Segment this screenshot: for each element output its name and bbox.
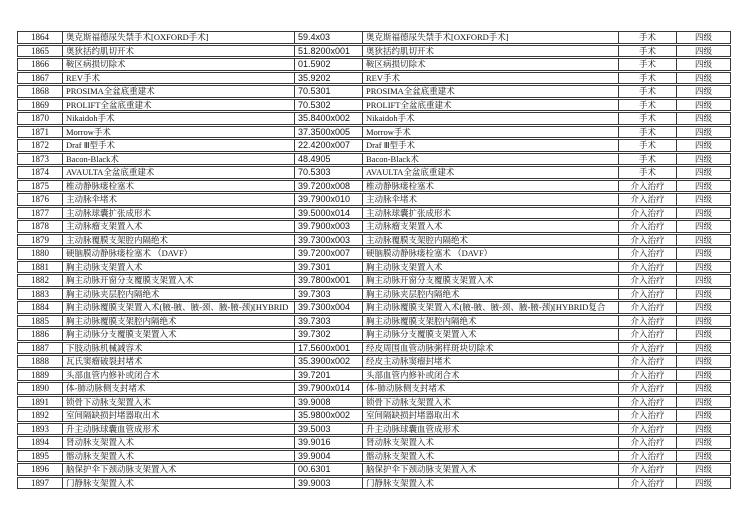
procedure-name-secondary-cell: 主动脉伞堵术 [362, 193, 618, 206]
level-cell: 四级 [676, 369, 731, 382]
table-row [17, 328, 731, 341]
procedure-name-cell: 主动脉覆膜支架腔内隔绝术 [62, 234, 294, 247]
level-cell: 四级 [676, 450, 731, 463]
procedure-name-cell: 室间隔缺损封堵器取出术 [62, 409, 294, 422]
level-cell: 四级 [676, 45, 731, 58]
procedure-name-cell: 鞍区病损切除术 [62, 58, 294, 71]
procedure-code-cell: 39.7303 [294, 288, 362, 301]
table-row [17, 355, 731, 368]
procedure-code-cell: 39.5000x014 [294, 207, 362, 220]
category-cell: 手术 [618, 153, 676, 166]
procedure-name-secondary-cell: 胸主动脉夹层腔内隔绝术 [362, 288, 618, 301]
procedure-name-cell: 胸主动脉分支覆膜支架置入术 [62, 328, 294, 341]
table-row [17, 369, 731, 382]
procedure-name-cell: 头部血管内修补或闭合术 [62, 369, 294, 382]
procedure-code-cell: 39.9003 [294, 477, 362, 490]
row-number-cell: 1887 [17, 342, 62, 355]
level-cell: 四级 [676, 328, 731, 341]
procedure-name-secondary-cell: 体-肺动脉侧支封堵术 [362, 382, 618, 395]
table-row [17, 45, 731, 58]
procedure-name-cell: 瓦氏窦瘤破裂封堵术 [62, 355, 294, 368]
category-cell: 介入治疗 [618, 301, 676, 314]
row-number-cell: 1876 [17, 193, 62, 206]
category-cell: 介入治疗 [618, 193, 676, 206]
table-row [17, 450, 731, 463]
row-number-cell: 1893 [17, 423, 62, 436]
category-cell: 手术 [618, 31, 676, 44]
procedure-name-secondary-cell: 椎动静脉瘘栓塞术 [362, 180, 618, 193]
table-row [17, 463, 731, 476]
procedure-name-secondary-cell: PROLIFT全盆底重建术 [362, 99, 618, 112]
table-row [17, 153, 731, 166]
procedure-name-secondary-cell: 胸主动脉覆膜支架腔内隔绝术 [362, 315, 618, 328]
procedure-name-secondary-cell: 头部血管内修补或闭合术 [362, 369, 618, 382]
procedure-name-cell: 奥克斯福德尿失禁手术[OXFORD手术] [62, 31, 294, 44]
category-cell: 手术 [618, 139, 676, 152]
category-cell: 手术 [618, 99, 676, 112]
category-cell: 手术 [618, 166, 676, 179]
procedure-name-secondary-cell: Draf Ⅲ型手术 [362, 139, 618, 152]
table-row [17, 58, 731, 71]
table-row [17, 166, 731, 179]
table-row [17, 85, 731, 98]
procedure-name-secondary-cell: 胸主动脉开窗分支覆膜支架置入术 [362, 274, 618, 287]
procedure-name-secondary-cell: 经皮周围血管动脉粥样斑块切除术 [362, 342, 618, 355]
category-cell: 介入治疗 [618, 274, 676, 287]
level-cell: 四级 [676, 112, 731, 125]
procedure-code-cell: 35.9800x002 [294, 409, 362, 422]
row-number-cell: 1864 [17, 31, 62, 44]
category-cell: 介入治疗 [618, 220, 676, 233]
row-number-cell: 1868 [17, 85, 62, 98]
category-cell: 介入治疗 [618, 382, 676, 395]
procedure-name-secondary-cell: Nikaidoh手术 [362, 112, 618, 125]
level-cell: 四级 [676, 436, 731, 449]
row-number-cell: 1879 [17, 234, 62, 247]
level-cell: 四级 [676, 193, 731, 206]
procedure-code-cell: 35.8400x002 [294, 112, 362, 125]
procedure-name-secondary-cell: 经皮主动脉窦瘤封堵术 [362, 355, 618, 368]
category-cell: 手术 [618, 85, 676, 98]
category-cell: 介入治疗 [618, 355, 676, 368]
procedure-name-cell: PROLIFT全盆底重建术 [62, 99, 294, 112]
table-row [17, 247, 731, 260]
procedure-name-secondary-cell: 奥狄括约肌切开术 [362, 45, 618, 58]
procedure-name-secondary-cell: 主动脉球囊扩张成形术 [362, 207, 618, 220]
table-row [17, 207, 731, 220]
row-number-cell: 1867 [17, 72, 62, 85]
table-row [17, 31, 731, 44]
procedure-name-secondary-cell: 脑保护伞下颈动脉支架置入术 [362, 463, 618, 476]
procedure-name-secondary-cell: Morrow手术 [362, 126, 618, 139]
row-number-cell: 1878 [17, 220, 62, 233]
procedure-name-cell: 门静脉支架置入术 [62, 477, 294, 490]
category-cell: 介入治疗 [618, 396, 676, 409]
category-cell: 手术 [618, 45, 676, 58]
table-row [17, 396, 731, 409]
level-cell: 四级 [676, 409, 731, 422]
category-cell: 介入治疗 [618, 207, 676, 220]
procedure-code-cell: 39.7201 [294, 369, 362, 382]
level-cell: 四级 [676, 396, 731, 409]
procedure-name-cell: 胸主动脉覆膜支架腔内隔绝术 [62, 315, 294, 328]
category-cell: 介入治疗 [618, 477, 676, 490]
procedure-code-cell: 35.3900x002 [294, 355, 362, 368]
row-number-cell: 1875 [17, 180, 62, 193]
table-row [17, 477, 731, 490]
row-number-cell: 1871 [17, 126, 62, 139]
procedure-name-cell: Bacon-Black术 [62, 153, 294, 166]
level-cell: 四级 [676, 423, 731, 436]
table-row [17, 288, 731, 301]
level-cell: 四级 [676, 99, 731, 112]
procedure-name-cell: 锁骨下动脉支架置入术 [62, 396, 294, 409]
procedure-code-cell: 39.7303 [294, 315, 362, 328]
procedure-table [17, 30, 731, 490]
procedure-name-cell: 脑保护伞下颈动脉支架置入术 [62, 463, 294, 476]
table-row [17, 423, 731, 436]
procedure-code-cell: 39.5003 [294, 423, 362, 436]
table-row [17, 234, 731, 247]
level-cell: 四级 [676, 153, 731, 166]
procedure-code-cell: 39.9008 [294, 396, 362, 409]
table-row [17, 315, 731, 328]
procedure-name-cell: 奥狄括约肌切开术 [62, 45, 294, 58]
procedure-code-cell: 22.4200x007 [294, 139, 362, 152]
row-number-cell: 1884 [17, 301, 62, 314]
category-cell: 介入治疗 [618, 328, 676, 341]
level-cell: 四级 [676, 180, 731, 193]
row-number-cell: 1865 [17, 45, 62, 58]
procedure-name-cell: AVAULTA全盆底重建术 [62, 166, 294, 179]
level-cell: 四级 [676, 288, 731, 301]
row-number-cell: 1873 [17, 153, 62, 166]
table-row [17, 180, 731, 193]
procedure-name-secondary-cell: 主动脉覆膜支架腔内隔绝术 [362, 234, 618, 247]
level-cell: 四级 [676, 301, 731, 314]
procedure-name-cell: 体-肺动脉侧支封堵术 [62, 382, 294, 395]
procedure-name-secondary-cell: 鞍区病损切除术 [362, 58, 618, 71]
procedure-code-cell: 39.9004 [294, 450, 362, 463]
category-cell: 介入治疗 [618, 450, 676, 463]
row-number-cell: 1881 [17, 261, 62, 274]
procedure-code-cell: 01.5902 [294, 58, 362, 71]
procedure-name-secondary-cell: 肾动脉支架置入术 [362, 436, 618, 449]
level-cell: 四级 [676, 234, 731, 247]
procedure-name-secondary-cell: 室间隔缺损封堵器取出术 [362, 409, 618, 422]
row-number-cell: 1890 [17, 382, 62, 395]
level-cell: 四级 [676, 139, 731, 152]
row-number-cell: 1877 [17, 207, 62, 220]
row-number-cell: 1869 [17, 99, 62, 112]
row-number-cell: 1889 [17, 369, 62, 382]
procedure-name-secondary-cell: 主动脉瘤支架置入术 [362, 220, 618, 233]
procedure-name-cell: 主动脉球囊扩张成形术 [62, 207, 294, 220]
level-cell: 四级 [676, 463, 731, 476]
category-cell: 介入治疗 [618, 180, 676, 193]
level-cell: 四级 [676, 31, 731, 44]
table-row [17, 126, 731, 139]
procedure-code-cell: 70.5302 [294, 99, 362, 112]
procedure-code-cell: 39.7200x007 [294, 247, 362, 260]
table-row [17, 99, 731, 112]
procedure-name-cell: 主动脉伞堵术 [62, 193, 294, 206]
row-number-cell: 1897 [17, 477, 62, 490]
row-number-cell: 1874 [17, 166, 62, 179]
procedure-code-cell: 39.9016 [294, 436, 362, 449]
level-cell: 四级 [676, 382, 731, 395]
row-number-cell: 1885 [17, 315, 62, 328]
category-cell: 介入治疗 [618, 234, 676, 247]
category-cell: 介入治疗 [618, 315, 676, 328]
row-number-cell: 1882 [17, 274, 62, 287]
procedure-name-secondary-cell: 胸主动脉分支覆膜支架置入术 [362, 328, 618, 341]
procedure-name-cell: PROSIMA全盆底重建术 [62, 85, 294, 98]
procedure-name-secondary-cell: Bacon-Black术 [362, 153, 618, 166]
procedure-name-secondary-cell: 胸主动脉覆膜支架置入术(腋-腋、腋-颈、腋-腋-颈)[HYBRID复合 [362, 301, 618, 314]
procedure-code-cell: 39.7900x014 [294, 382, 362, 395]
table-row [17, 409, 731, 422]
procedure-code-cell: 39.7300x003 [294, 234, 362, 247]
procedure-name-secondary-cell: AVAULTA全盆底重建术 [362, 166, 618, 179]
category-cell: 手术 [618, 58, 676, 71]
level-cell: 四级 [676, 85, 731, 98]
procedure-name-cell: Draf Ⅲ型手术 [62, 139, 294, 152]
category-cell: 手术 [618, 112, 676, 125]
table-row [17, 112, 731, 125]
procedure-name-cell: 下肢动脉机械减容术 [62, 342, 294, 355]
row-number-cell: 1896 [17, 463, 62, 476]
table-row [17, 72, 731, 85]
procedure-code-cell: 59.4x03 [294, 31, 362, 44]
procedure-name-secondary-cell: 胸主动脉支架置入术 [362, 261, 618, 274]
row-number-cell: 1870 [17, 112, 62, 125]
procedure-name-secondary-cell: 髂动脉支架置入术 [362, 450, 618, 463]
procedure-table-container [17, 30, 731, 490]
level-cell: 四级 [676, 315, 731, 328]
procedure-code-cell: 39.7900x003 [294, 220, 362, 233]
table-body [17, 31, 731, 489]
level-cell: 四级 [676, 247, 731, 260]
level-cell: 四级 [676, 342, 731, 355]
level-cell: 四级 [676, 166, 731, 179]
procedure-code-cell: 37.3500x005 [294, 126, 362, 139]
category-cell: 介入治疗 [618, 463, 676, 476]
procedure-code-cell: 39.7800x001 [294, 274, 362, 287]
procedure-name-cell: REV手术 [62, 72, 294, 85]
procedure-name-cell: 胸主动脉开窗分支覆膜支架置入术 [62, 274, 294, 287]
procedure-code-cell: 39.7900x010 [294, 193, 362, 206]
level-cell: 四级 [676, 477, 731, 490]
category-cell: 手术 [618, 72, 676, 85]
procedure-name-cell: 主动脉瘤支架置入术 [62, 220, 294, 233]
procedure-name-cell: 胸主动脉覆膜支架置入术(腋-腋、腋-颈、腋-腋-颈)[HYBRID [62, 301, 294, 314]
procedure-name-cell: Nikaidoh手术 [62, 112, 294, 125]
procedure-name-cell: 椎动静脉瘘栓塞术 [62, 180, 294, 193]
procedure-code-cell: 39.7301 [294, 261, 362, 274]
table-row [17, 382, 731, 395]
procedure-name-cell: Morrow手术 [62, 126, 294, 139]
procedure-name-cell: 髂动脉支架置入术 [62, 450, 294, 463]
table-row [17, 220, 731, 233]
procedure-code-cell: 17.5600x001 [294, 342, 362, 355]
procedure-name-cell: 胸主动脉支架置入术 [62, 261, 294, 274]
table-row [17, 301, 731, 314]
category-cell: 介入治疗 [618, 423, 676, 436]
procedure-code-cell: 51.8200x001 [294, 45, 362, 58]
procedure-name-cell: 肾动脉支架置入术 [62, 436, 294, 449]
category-cell: 手术 [618, 126, 676, 139]
procedure-code-cell: 39.7302 [294, 328, 362, 341]
procedure-name-cell: 升主动脉球囊血管成形术 [62, 423, 294, 436]
category-cell: 介入治疗 [618, 409, 676, 422]
procedure-code-cell: 70.5303 [294, 166, 362, 179]
procedure-name-secondary-cell: 奥克斯福德尿失禁手术[OXFORD手术] [362, 31, 618, 44]
level-cell: 四级 [676, 58, 731, 71]
level-cell: 四级 [676, 261, 731, 274]
category-cell: 介入治疗 [618, 436, 676, 449]
procedure-name-secondary-cell: 升主动脉球囊血管成形术 [362, 423, 618, 436]
row-number-cell: 1866 [17, 58, 62, 71]
table-row [17, 193, 731, 206]
procedure-code-cell: 35.9202 [294, 72, 362, 85]
table-row [17, 274, 731, 287]
row-number-cell: 1891 [17, 396, 62, 409]
procedure-name-cell: 胸主动脉夹层腔内隔绝术 [62, 288, 294, 301]
procedure-name-secondary-cell: PROSIMA全盆底重建术 [362, 85, 618, 98]
procedure-name-secondary-cell: 锁骨下动脉支架置入术 [362, 396, 618, 409]
procedure-code-cell: 39.7200x008 [294, 180, 362, 193]
row-number-cell: 1892 [17, 409, 62, 422]
level-cell: 四级 [676, 220, 731, 233]
procedure-code-cell: 39.7300x004 [294, 301, 362, 314]
level-cell: 四级 [676, 126, 731, 139]
row-number-cell: 1886 [17, 328, 62, 341]
level-cell: 四级 [676, 274, 731, 287]
level-cell: 四级 [676, 207, 731, 220]
category-cell: 介入治疗 [618, 247, 676, 260]
table-row [17, 436, 731, 449]
procedure-code-cell: 48.4905 [294, 153, 362, 166]
row-number-cell: 1883 [17, 288, 62, 301]
category-cell: 介入治疗 [618, 288, 676, 301]
table-row [17, 261, 731, 274]
procedure-name-secondary-cell: 门静脉支架置入术 [362, 477, 618, 490]
category-cell: 介入治疗 [618, 342, 676, 355]
table-row [17, 342, 731, 355]
category-cell: 介入治疗 [618, 369, 676, 382]
category-cell: 介入治疗 [618, 261, 676, 274]
row-number-cell: 1880 [17, 247, 62, 260]
level-cell: 四级 [676, 72, 731, 85]
procedure-code-cell: 70.5301 [294, 85, 362, 98]
row-number-cell: 1872 [17, 139, 62, 152]
procedure-code-cell: 00.6301 [294, 463, 362, 476]
row-number-cell: 1895 [17, 450, 62, 463]
table-row [17, 139, 731, 152]
procedure-name-secondary-cell: REV手术 [362, 72, 618, 85]
level-cell: 四级 [676, 355, 731, 368]
row-number-cell: 1894 [17, 436, 62, 449]
procedure-name-secondary-cell: 硬脑膜动静脉瘘栓塞术 （DAVF） [362, 247, 618, 260]
procedure-name-cell: 硬脑膜动静脉瘘栓塞术 （DAVF） [62, 247, 294, 260]
row-number-cell: 1888 [17, 355, 62, 368]
